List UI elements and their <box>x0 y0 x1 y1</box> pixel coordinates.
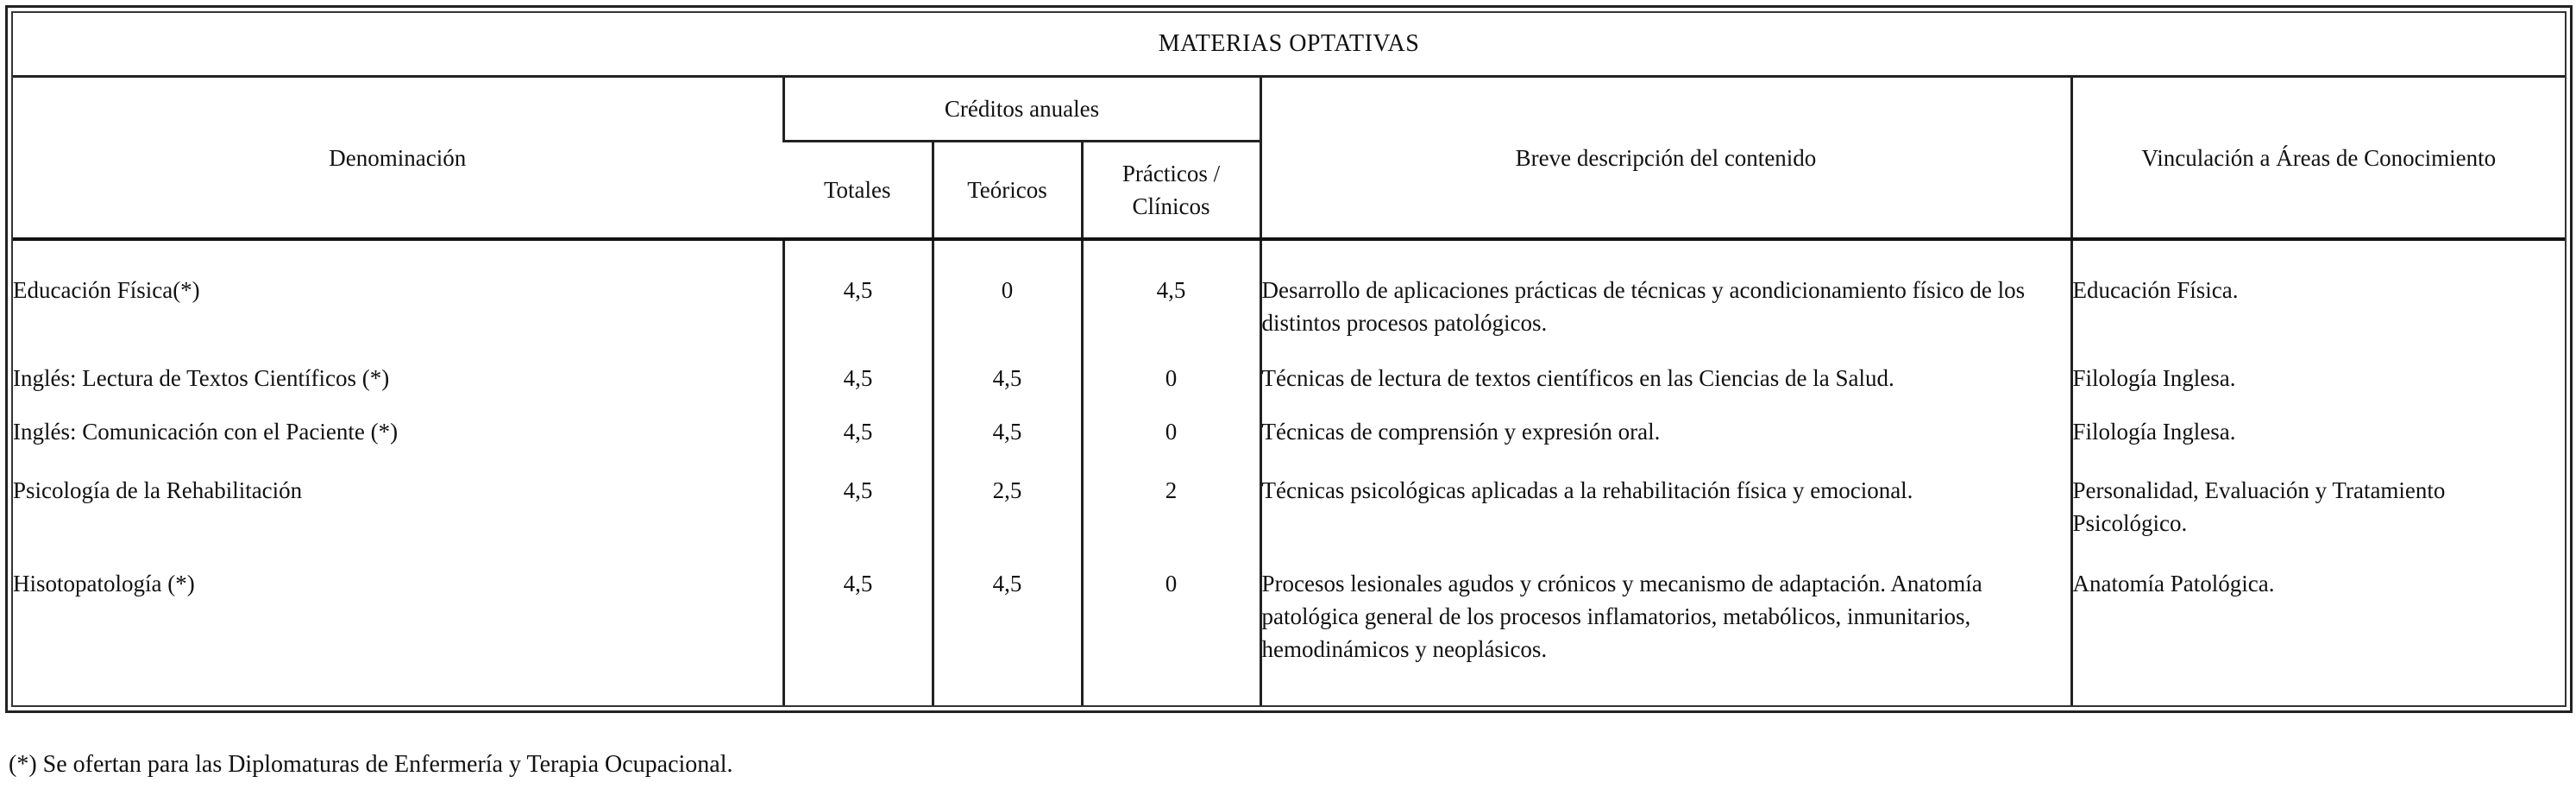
cell-practicos: 0 <box>1082 403 1260 464</box>
cell-vinculacion: Personalidad, Evaluación y Tratamiento Psicológico. <box>2071 464 2565 560</box>
header-vinculacion: Vinculación a Áreas de Conocimiento <box>2071 77 2565 240</box>
cell-practicos: 0 <box>1082 560 1260 705</box>
cell-totales: 4,5 <box>783 403 933 464</box>
cell-vinculacion: Educación Física. <box>2071 239 2565 348</box>
cell-vinculacion: Anatomía Patológica. <box>2071 560 2565 705</box>
table-row <box>13 403 2565 464</box>
cell-denominacion: Psicología de la Rehabilitación <box>13 477 303 503</box>
cell-vinculacion: Filología Inglesa. <box>2071 403 2565 464</box>
table-row <box>13 560 2565 705</box>
cell-totales: 4,5 <box>783 560 933 705</box>
header-teoricos: Teóricos <box>933 142 1082 240</box>
header-denominacion: Denominación <box>13 77 783 240</box>
table-inner-border <box>11 11 2567 707</box>
header-descripcion: Breve descripción del contenido <box>1260 77 2071 240</box>
header-creditos-anuales: Créditos anuales <box>783 77 1260 142</box>
cell-teoricos: 4,5 <box>933 560 1082 705</box>
cell-totales: 4,5 <box>783 464 933 560</box>
cell-practicos: 0 <box>1082 348 1260 403</box>
cell-practicos: 2 <box>1082 464 1260 560</box>
header-totales: Totales <box>783 142 933 240</box>
cell-totales: 4,5 <box>783 239 933 348</box>
cell-vinculacion: Filología Inglesa. <box>2071 348 2565 403</box>
table-row <box>13 239 2565 348</box>
cell-denominacion: Educación Física(*) <box>13 277 200 303</box>
cell-practicos: 4,5 <box>1082 239 1260 348</box>
cell-descripcion: Técnicas psicológicas aplicadas a la rehabilitación física y emocional. <box>1260 464 2071 560</box>
cell-denominacion: Inglés: Comunicación con el Paciente (*) <box>13 419 399 445</box>
table-title-row <box>13 13 2565 77</box>
cell-descripcion: Procesos lesionales agudos y crónicos y mecanismo de adaptación. Anatomía patológica general de los procesos inflamatorios, metabólicos, inmunitarios, hemodinámicos y neoplásicos. <box>1260 560 2071 705</box>
cell-teoricos: 4,5 <box>933 348 1082 403</box>
table-row <box>13 464 2565 560</box>
cell-denominacion: Inglés: Lectura de Textos Científicos (*) <box>13 365 390 391</box>
cell-denominacion: Hisotopatología (*) <box>13 571 195 596</box>
footnote: (*) Se ofertan para las Diplomaturas de Enfermería y Terapia Ocupacional. <box>9 751 733 778</box>
cell-descripcion: Desarrollo de aplicaciones prácticas de técnicas y acondicionamiento físico de los distintos procesos patológicos. <box>1260 239 2071 348</box>
cell-teoricos: 2,5 <box>933 464 1082 560</box>
cell-descripcion: Técnicas de lectura de textos científicos en las Ciencias de la Salud. <box>1260 348 2071 403</box>
table-title: MATERIAS OPTATIVAS <box>13 13 2565 77</box>
header-practicos: Prácticos / Clínicos <box>1082 142 1260 240</box>
cell-teoricos: 0 <box>933 239 1082 348</box>
table-row <box>13 348 2565 403</box>
optional-subjects-frame <box>5 5 2573 713</box>
cell-totales: 4,5 <box>783 348 933 403</box>
cell-teoricos: 4,5 <box>933 403 1082 464</box>
cell-descripcion: Técnicas de comprensión y expresión oral. <box>1260 403 2071 464</box>
header-row-1 <box>13 77 2565 142</box>
optional-subjects-table <box>13 13 2565 705</box>
